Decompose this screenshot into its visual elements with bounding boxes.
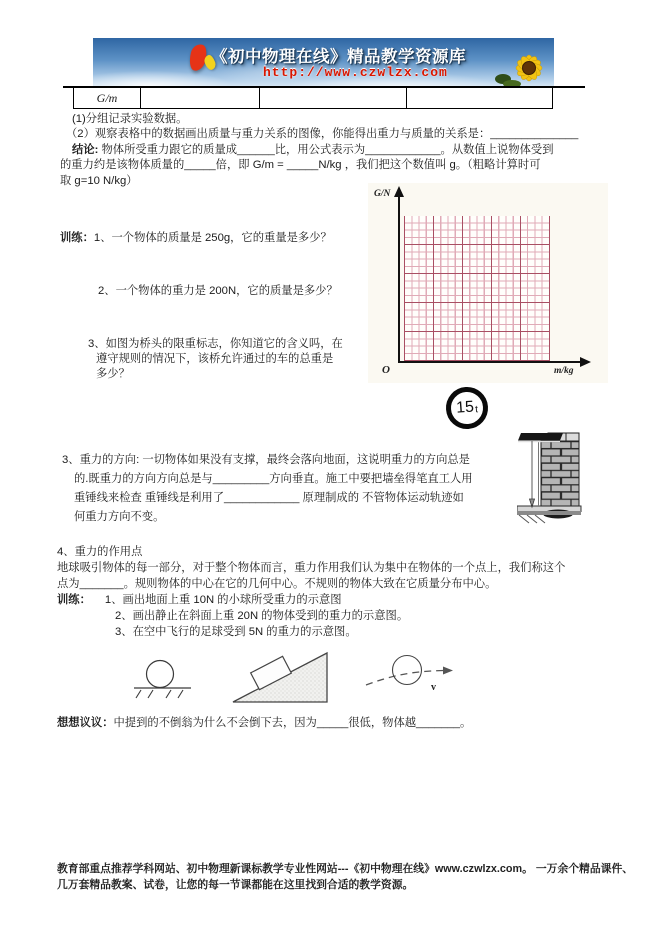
velocity-label: v: [431, 682, 436, 693]
box-on-incline-sketch: [233, 653, 327, 702]
section3-line1: 3、重力的方向: 一切物体如果没有支撑，最终会落向地面，这说明重力的方向总是: [62, 454, 470, 466]
site-banner: [93, 38, 554, 87]
section4-line1: 地球吸引物体的每一部分，对于整个物体而言，重力作用我们认为集中在物体的一个点上，我们称这个: [57, 562, 566, 574]
intro-step2: （2）观察表格中的数据画出质量与重力关系的图像，你能得出重力与质量的关系是：______________: [66, 128, 579, 140]
ball-on-ground-sketch: [134, 661, 191, 699]
limit-unit: t: [474, 403, 479, 415]
intro-step1: (1)分组记录实验数据。: [72, 113, 188, 125]
sunflower-icon: [495, 46, 551, 87]
table-cell-gm-label: G/m: [73, 87, 141, 109]
conclusion-label: 结论:: [72, 144, 99, 156]
table-cell-empty: [260, 87, 407, 109]
training1-q3-line2: 遵守规则的情况下，该桥允许通过的车的总重是: [96, 353, 334, 365]
graph-grid: [404, 216, 550, 361]
graph-xlabel: m/kg: [554, 366, 574, 376]
discuss-label: 想想议议：: [57, 717, 114, 729]
graph-origin-label: O: [382, 364, 390, 376]
section4-line2: 点为_______。规则物体的中心在它的几何中心。不规则的物体大致在它质量分布中心。: [57, 578, 497, 590]
brick-wall-plumb-line-figure: [517, 431, 583, 524]
banner-title: 《初中物理在线》精品教学资源库: [211, 47, 466, 66]
footer-line1: 教育部重点推荐学科网站、初中物理新课标教学专业性网站---《初中物理在线》www.czwlzx.com。 一万余个精品课件、: [57, 863, 634, 875]
section3-line3: 重锤线来检查 重锤线是利用了____________ 原理制成的 不管物体运动轨迹如: [74, 492, 464, 504]
gravity-sketches-figure: [110, 648, 460, 712]
section4-t1: 1、画出地面上重 10N 的小球所受重力的示意图: [104, 594, 342, 606]
conclusion-text: 物体所受重力跟它的质量成______比，用公式表示为____________。从数值上说物体受到: [98, 144, 554, 156]
section4-title: 4、重力的作用点: [57, 546, 143, 558]
section3-line4: 何重力方向不变。: [74, 511, 165, 523]
section4-training-line1: [57, 593, 342, 608]
training1-label: 训练：: [60, 232, 94, 244]
mass-weight-graph: [368, 183, 608, 383]
training1-q2: 2、一个物体的重力是 200N，它的质量是多少？: [98, 285, 338, 297]
data-table-row: [73, 87, 553, 109]
discuss-line: [57, 716, 471, 731]
training1-q1-text: 1、一个物体的质量是 250g，它的重量是多少？: [93, 232, 332, 244]
training1-q3-line3: 多少？: [96, 368, 130, 380]
graph-y-axis: [398, 195, 400, 361]
conclusion-line1: [72, 143, 554, 158]
graph-x-axis-arrow: [580, 357, 591, 367]
conclusion-line2: 的重力约是该物体质量的_____倍，即 G/m = _____N/kg ，我们把这个数值叫 g。（粗略计算时可: [60, 159, 541, 171]
weight-limit-sign: [445, 386, 490, 431]
footer-line2: 几万套精品教案、试卷，让您的每一节课都能在这里找到合适的教学资源。: [57, 879, 414, 891]
limit-value: 15: [455, 398, 475, 417]
section4-t3: 3、在空中飞行的足球受到 5N 的重力的示意图。: [115, 626, 357, 638]
graph-x-axis: [398, 361, 581, 363]
section3-line2: 的.既重力的方向方向总是与_________方向垂直。施工中要把墙垒得笔直工人用: [74, 473, 473, 485]
flying-football-sketch: [366, 656, 453, 694]
section4-t2: 2、画出静止在斜面上重 20N 的物体受到的重力的示意图。: [115, 610, 409, 622]
banner-url[interactable]: http://www.czwlzx.com: [263, 65, 448, 80]
discuss-text: 中提到的不倒翁为什么不会倒下去，因为_____很低，物体越_______。: [113, 717, 472, 729]
training1-q1: [60, 231, 332, 246]
conclusion-line3: 取 g=10 N/kg）: [60, 175, 138, 187]
table-cell-empty: [407, 87, 553, 109]
table-cell-empty: [141, 87, 260, 109]
training1-q3-line1: 3、如图为桥头的限重标志，你知道它的含义吗，在: [88, 338, 343, 350]
graph-ylabel: G/N: [374, 189, 391, 199]
section4-training-label: 训练：: [57, 594, 91, 606]
graph-y-axis-arrow: [394, 186, 404, 197]
